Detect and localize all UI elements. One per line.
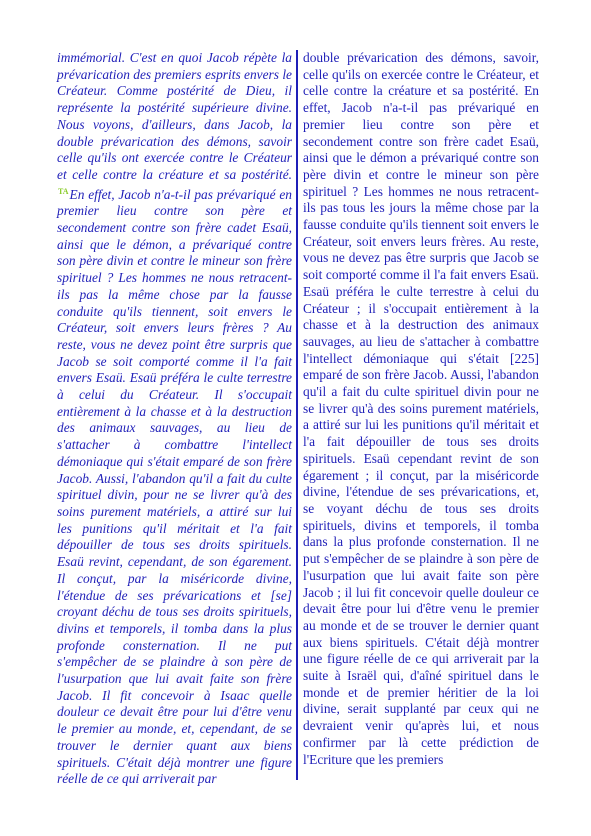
left-column-text-part-1: immémorial. C'est en quoi Jacob répète la prévarication des premiers esprits envers le Créateur. Comme postérité de Dieu, il représente la postérité supérieure divine. Nous voyons, d'ailleurs, dans Jacob, la double prévarication des démons, savoir celle qu'ils ont exercée contre le Créateur et celle contre la créature et sa postérité. [57, 50, 292, 182]
column-divider [296, 50, 298, 780]
right-column-text: double prévarication des démons, savoir, celle qu'ils on exercée contre le Créateur, et celle contre la créature et sa postérité. En effet, Jacob n'a-t-il pas prévariqué en premier lieu contre son père et secondement contre son frère cadet Esaü, ainsi que le démon a prévariqué contre son père divin et contre le mineur son père spirituel ? Les hommes ne nous retracent-ils pas tous les jours la même chose par la fausse conduite qu'ils tiennent soit envers le Créateur, soit envers leurs frères. Au reste, vous ne devez pas être surpris que Jacob se soit comporté comme il l'a fait envers Esaü. Esaü préféra le culte terrestre à celui du Créateur ; il s'occupait entièrement à la chasse et à la destruction des animaux sauvages, au lieu de s'attacher à combattre l'intellect démoniaque qui s'était [225] emparé de son frère Jacob. Aussi, l'abandon qu'il a fait du culte spirituel divin pour ne se livrer qu'à des soins purement matériels, a attiré sur lui les punitions qu'il méritait et l'a fait dépouiller de tous ses droits spirituels. Esaü cependant revint de son égarement ; il conçut, par la miséricorde divine, l'étendue de ses prévarications, et, se voyant déchu de tous ses droits spirituels, divins et temporels, il tomba dans la plus profonde consternation. Il ne put s'empêcher de se plaindre à son père de l'usurpation que lui avait faite son père Jacob ; il lui fit concevoir quelle douleur ce devait être pour lui d'être venu le premier au monde et de se trouver le dernier quant aux biens spirituels. C'était déjà montrer une figure réelle de ce qui arriverait par la suite à Israël qui, d'aîné spirituel dans le monde et de premier héritier de la loi divine, serait supplanté par ceux qui ne devraient venir qu'après lui, et nous confirmer par là cette prédiction de l'Ecriture que les premiers [303, 50, 539, 767]
left-column-text-part-2: En effet, Jacob n'a-t-il pas prévariqué en premier lieu contre son père et secondement contre son frère cadet Esaü, ainsi que le démon, a prévariqué contre son père divin et contre le mineur son frère spirituel ? Les hommes ne nous retracent-ils pas la même chose par la fausse conduite qu'ils tiennent, soit envers le Créateur, soit envers leurs frères ? Au reste, vous ne devez point être surpris que Jacob se soit comporté comme il l'a fait envers Esaü. Esaü préféra le culte terrestre à celui du Créateur. Il s'occupait entièrement à la chasse et à la destruction des animaux sauvages, au lieu de s'attacher à combattre l'intellect démoniaque qui s'était emparé de son frère Jacob. Aussi, l'abandon qu'il a fait du culte spirituel divin, pour ne se livrer qu'à des soins purement matériels, a attiré sur lui les punitions qu'il méritait et l'a fait dépouiller de tous ses droits spirituels. Esaü revint, cependant, de son égarement. Il conçut, par la miséricorde divine, l'étendue de ses prévarications et [se] croyant déchu de tous ses droits spirituels, divins et temporels, il tomba dans la plus profonde consternation. Il ne put s'empêcher de se plaindre à son père de l'usurpation que lui avait faite son frère Jacob. Il fit concevoir à Isaac quelle douleur ce devait être pour lui d'être venu le premier au monde, et, cependant, de se trouver le dernier quant aux biens spirituels. C'était déjà montrer une figure réelle de ce qui arriverait par [57, 186, 292, 787]
left-column-text [57, 50, 292, 788]
annotation-marker: TA [58, 186, 69, 196]
